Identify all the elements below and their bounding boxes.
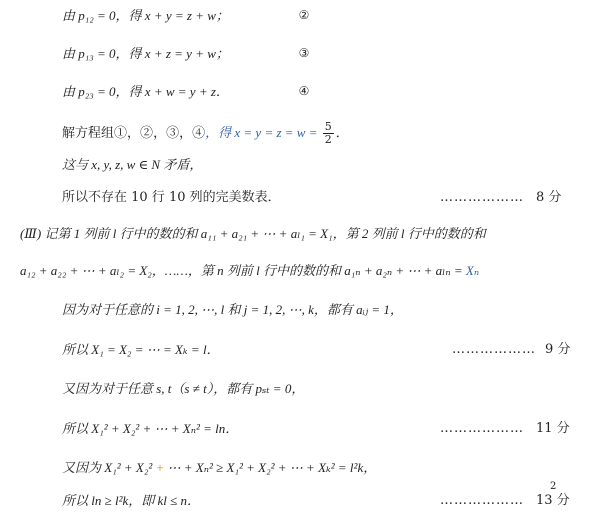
circled-number-3: ③: [298, 46, 310, 60]
marker-4: ④: [192, 126, 206, 141]
sum-of-squares-line: 所以 X₁² + X₂² + ⋯ + Xₙ² = ln．: [62, 421, 239, 436]
circled-number-2: ②: [298, 8, 310, 22]
score-11: 11 分: [536, 421, 570, 436]
score-13: 13 分: [536, 493, 570, 508]
final-conclusion-line: 所以 ln ≥ l²k，即 kl ≤ n．: [62, 493, 201, 508]
equation-line-1: 由 p₁₂ = 0，得 x + y = z + w；: [62, 8, 229, 23]
part3-definition-line-1: (Ⅲ) 记第 1 列前 l 行中的数的和 a₁₁ + a₂₁ + ⋯ + aₗ₁ = X₁，第 2 列前 l 行中的数的和: [20, 226, 486, 241]
conclusion-line-part2: 所以不存在 10 行 10 列的完美数表．: [62, 190, 281, 205]
score-dots-8: ………………: [440, 190, 524, 205]
column-sum-equal-line: 所以 X₁ = X₂ = ⋯ = Xₖ = l．: [62, 342, 220, 357]
score-13-stray-digit: 2: [550, 481, 557, 492]
condition-line: 因为对于任意的 i = 1, 2, ⋯, l 和 j = 1, 2, ⋯, k，都有 aᵢⱼ = 1，: [62, 302, 403, 317]
score-8: 8 分: [536, 190, 562, 205]
inequality-line: 又因为 X₁² + X₂² + ⋯ + Xₙ² ≥ X₁² + X₂² + ⋯ + Xₖ² = l²k，: [62, 460, 377, 475]
score-dots-13: ………………: [440, 493, 524, 508]
circled-number-4: ④: [298, 84, 310, 98]
part3-definition-line-2: a₁₂ + a₂₂ + ⋯ + aₗ₂ = X₂，……，第 n 列前 l 行中的数的和 a₁ₙ + a₂ₙ + ⋯ + aₗₙ = Xₙ: [20, 263, 480, 278]
contradiction-line: 这与 x, y, z, w ∈ N 矛盾，: [62, 157, 203, 172]
equation-line-3: 由 p₂₃ = 0，得 x + w = y + z．: [62, 84, 229, 99]
marker-3: ③: [166, 126, 180, 141]
score-9: 9 分: [545, 342, 571, 357]
marker-1: ①: [114, 126, 128, 141]
fraction-five-halves: $\frac{5}{2}$: [324, 120, 332, 146]
score-dots-9: ………………: [452, 342, 536, 357]
score-dots-11: ………………: [440, 421, 524, 436]
pst-zero-line: 又因为对于任意 s, t（s ≠ t），都有 pₛₜ = 0，: [62, 381, 305, 396]
equation-line-2: 由 p₁₃ = 0，得 x + z = y + w；: [62, 46, 229, 61]
marker-2: ②: [140, 126, 154, 141]
solve-system-line: 解方程组①，②，③，④，得 x = y = z = w = $\frac{5}{2}$ ．: [62, 120, 349, 146]
